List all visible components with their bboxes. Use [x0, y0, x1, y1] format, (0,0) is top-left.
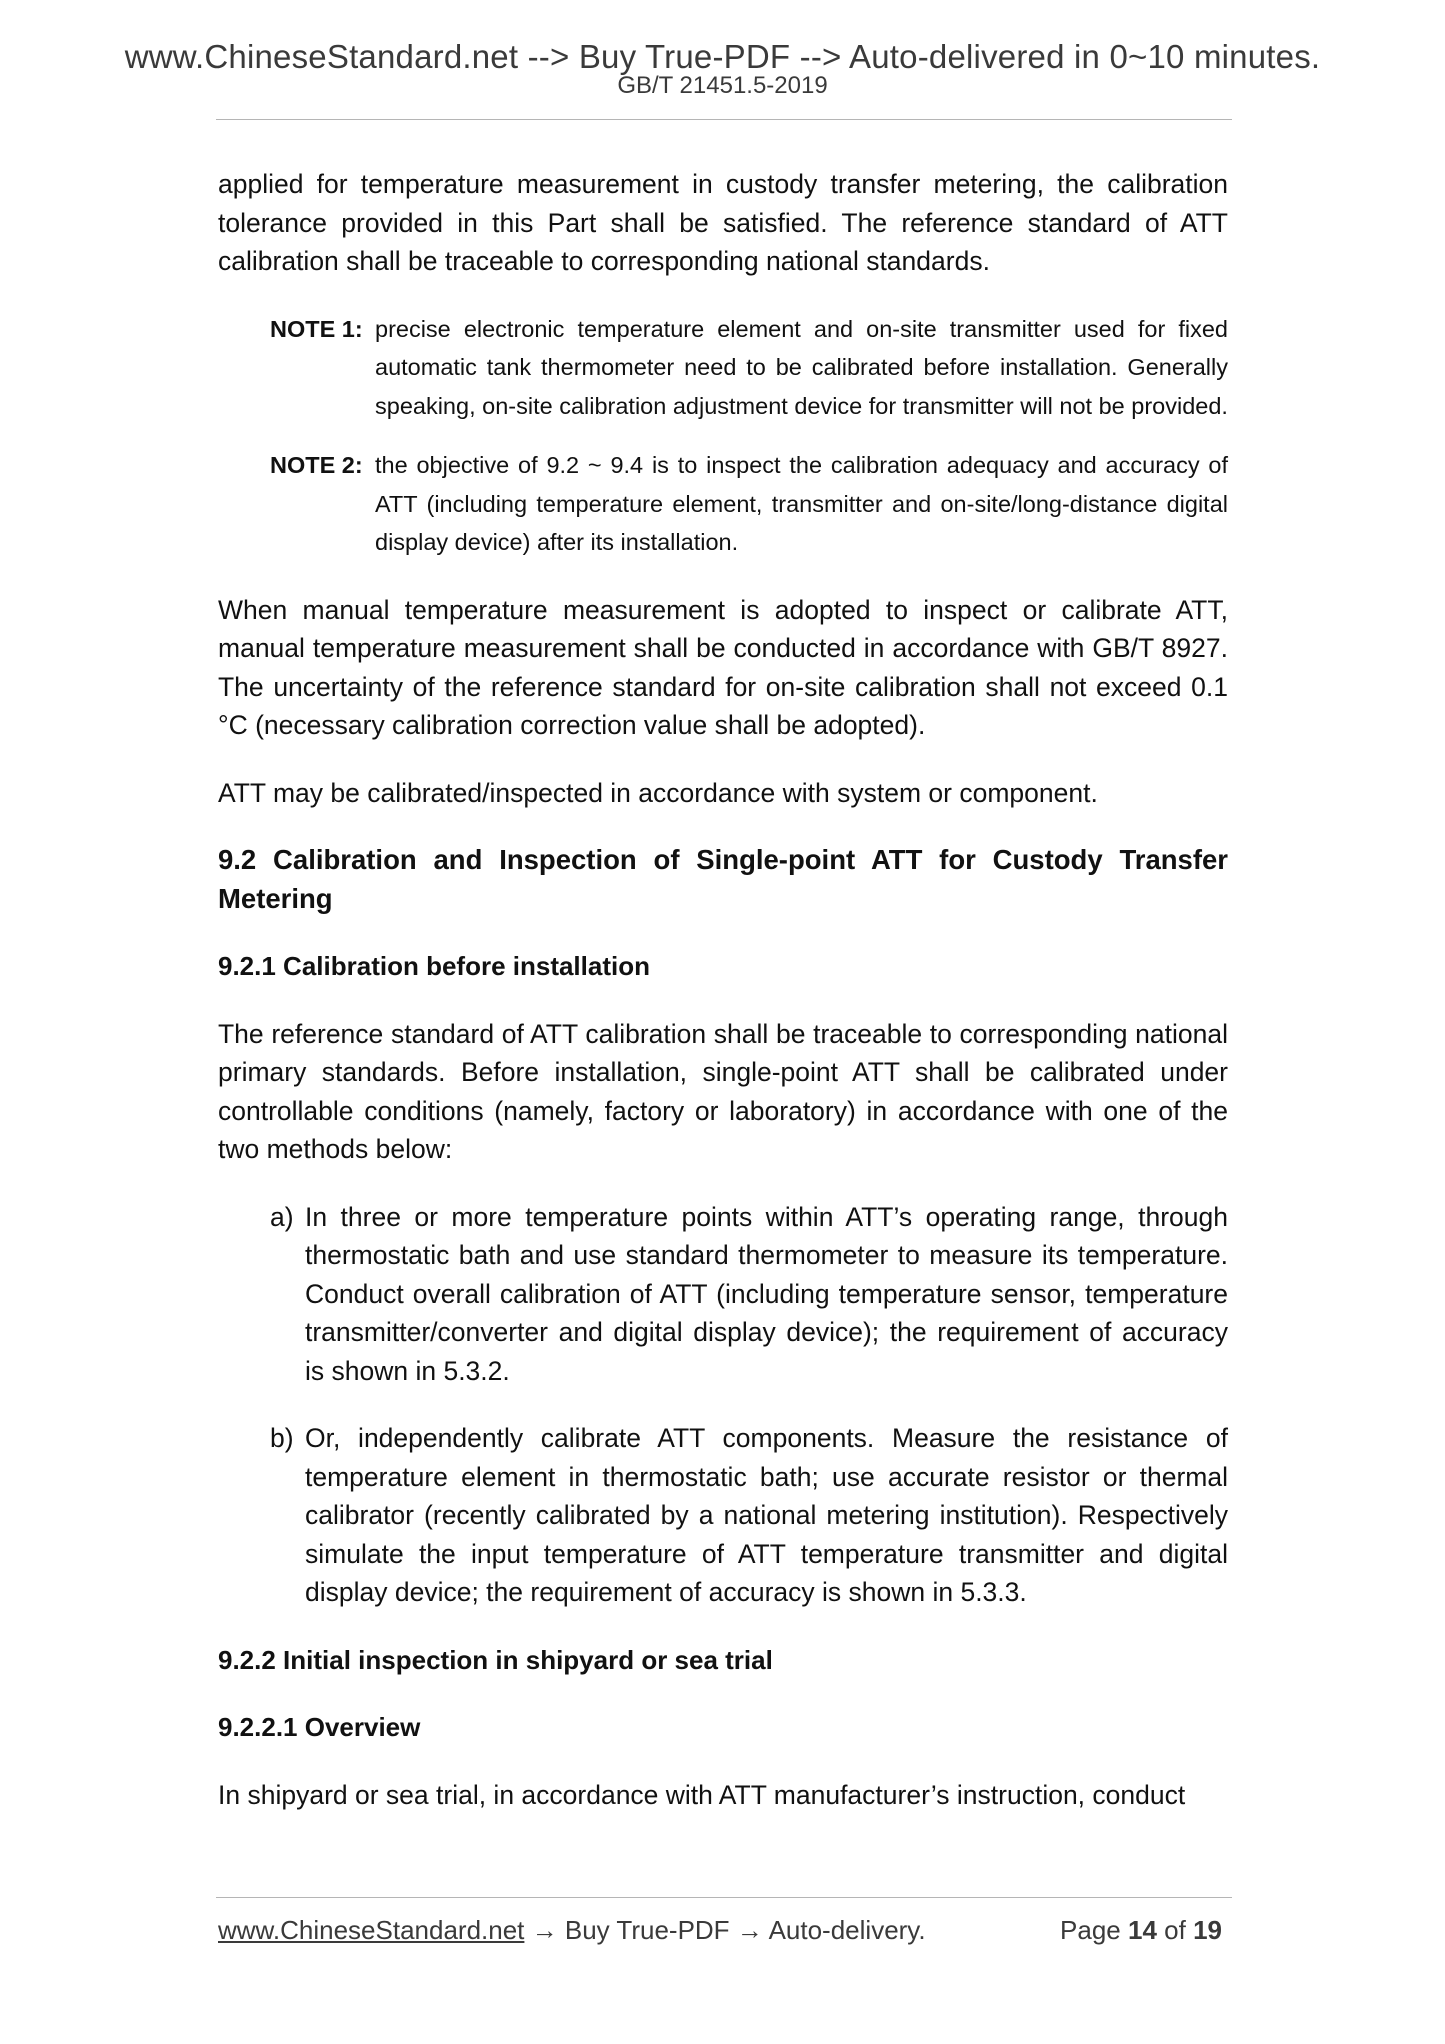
list-item-a-text: In three or more temperature points within ATT’s operating range, through thermostatic bath and use standard thermometer to measure its temperature. Conduct overall calibration of ATT (including temperature sensor, temperature transmitter/converter and digital display device); the requirement of accuracy is shown in 5.3.2.	[305, 1201, 1228, 1386]
footer-buy-text: → Buy True-PDF → Auto-delivery.	[524, 1915, 926, 1945]
current-page: 14	[1128, 1915, 1157, 1945]
paragraph-reference-standard: The reference standard of ATT calibration shall be traceable to corresponding national primary standards. Before installation, single-point ATT shall be calibrated under controllable conditions (namely, factory or laboratory) in accordance with one of the two methods below:	[218, 1018, 1228, 1164]
note-2	[218, 446, 1228, 562]
list-item-a-marker: a)	[270, 1201, 294, 1232]
paragraph-manual-measurement: When manual temperature measurement is adopted to inspect or calibrate ATT, manual temperature measurement shall be conducted in accordance with GB/T 8927. The uncertainty of the reference standard for on-site calibration shall not exceed 0.1 °C (necessary calibration correction value shall be adopted).	[218, 594, 1228, 740]
heading-9-2: 9.2 Calibration and Inspection of Single-point ATT for Custody Transfer Metering	[218, 844, 1228, 914]
heading-9-2-2: 9.2.2 Initial inspection in shipyard or sea trial	[218, 1644, 773, 1675]
list-item-b-marker: b)	[270, 1423, 294, 1453]
paragraph-system-or-component: ATT may be calibrated/inspected in accordance with system or component.	[218, 777, 1098, 808]
total-pages: 19	[1193, 1915, 1222, 1945]
paragraph-shipyard-sea-trial: In shipyard or sea trial, in accordance with ATT manufacturer’s instruction, conduct	[218, 1779, 1186, 1810]
note-2-text: the objective of 9.2 ~ 9.4 is to inspect the calibration adequacy and accuracy of ATT (including temperature element, transmitter and on-site/long-distance digital display device) after its installation.	[375, 452, 1228, 555]
document-id: GB/T 21451.5-2019	[617, 72, 828, 99]
note-1-text: precise electronic temperature element and on-site transmitter used for fixed automatic tank thermometer need to be calibrated before installation. Generally speaking, on-site calibration adjustment device for transmitter will not be provided.	[375, 315, 1228, 419]
heading-9-2-1: 9.2.1 Calibration before installation	[218, 951, 650, 981]
of-word: of	[1164, 1915, 1186, 1945]
header-rule	[216, 119, 1232, 120]
heading-9-2-2-1: 9.2.2.1 Overview	[218, 1712, 421, 1742]
list-item-b	[218, 1419, 1228, 1612]
note-1-label: NOTE 1:	[270, 315, 363, 342]
footer-left	[218, 1915, 926, 1946]
page-content	[218, 165, 1228, 1843]
list-item-b-text: Or, independently calibrate ATT components. Measure the resistance of temperature element in thermostatic bath; use accurate resistor or thermal calibrator (recently calibrated by a national metering institution). Respectively simulate the input temperature of ATT temperature transmitter and digital display device; the requirement of accuracy is shown in 5.3.3.	[305, 1423, 1228, 1607]
footer-site-link[interactable]: www.ChineseStandard.net	[218, 1915, 525, 1945]
footer-rule	[216, 1897, 1232, 1898]
page-number	[1060, 1915, 1222, 1946]
site-banner: www.ChineseStandard.net --> Buy True-PDF --> Auto-delivered in 0~10 minutes.	[124, 38, 1321, 75]
page-word: Page	[1060, 1915, 1121, 1945]
note-1	[218, 310, 1228, 426]
note-2-label: NOTE 2:	[270, 452, 363, 478]
list-item-a	[218, 1198, 1228, 1391]
paragraph-calibration-tolerance: applied for temperature measurement in custody transfer metering, the calibration tolerance provided in this Part shall be satisfied. The reference standard of ATT calibration shall be traceable to corresponding national standards.	[218, 169, 1228, 276]
